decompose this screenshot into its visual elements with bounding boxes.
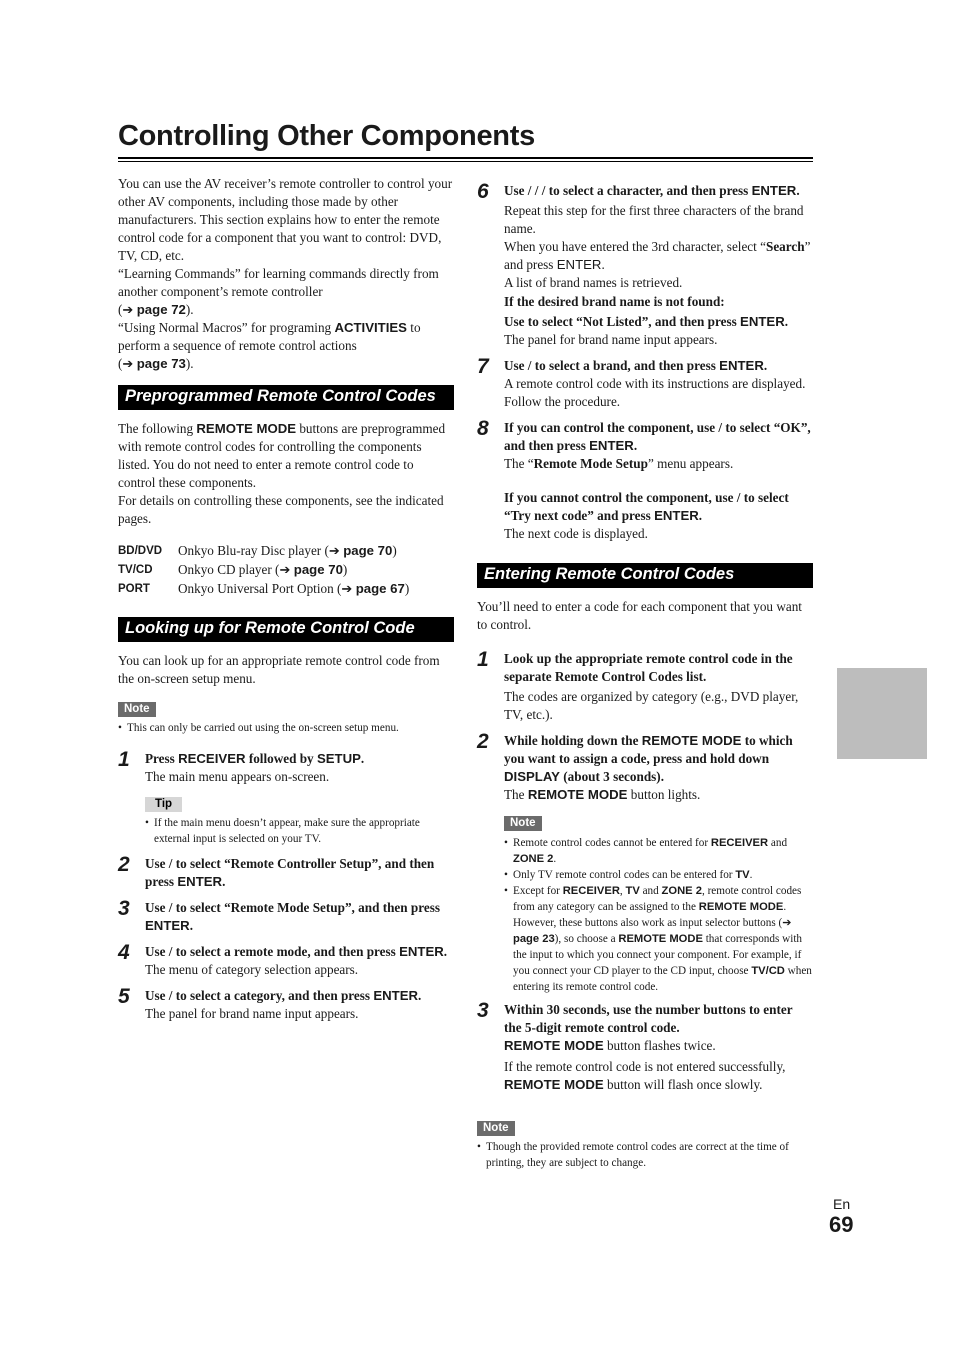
page-number-block xyxy=(829,1196,853,1238)
note-badge: Note xyxy=(504,816,542,831)
title-rule-thick xyxy=(118,157,813,159)
section-tab-marker xyxy=(837,668,927,759)
entering-paragraph: You’ll need to enter a code for each component that you want to control. xyxy=(477,599,802,632)
section-heading-lookup: Looking up for Remote Control Code xyxy=(118,617,454,642)
language-label: En xyxy=(833,1196,851,1212)
tip-badge: Tip xyxy=(145,797,182,812)
step-8: 8 If you can control the component, use / to select “OK”, and then press ENTER. The “Remote Mode Setup” menu appears. If you cannot control the component, use / to select “Try next code” and press ENTER. The next code is displayed. xyxy=(477,417,811,541)
note-item: • Remote control codes cannot be entered for RECEIVER and ZONE 2. xyxy=(504,837,788,865)
step-3: 3 Use / to select “Remote Mode Setup”, and then press ENTER. xyxy=(118,897,440,933)
code-desc: Onkyo CD player (➔ page 70) xyxy=(178,562,348,577)
title-rule-thin xyxy=(118,161,813,162)
step-1: 1 Press RECEIVER followed by SETUP. The main menu appears on-screen. Tip • If the main menu doesn’t appear, make sure the appropriate external input is selected on your TV. xyxy=(118,750,454,847)
tip-item: • If the main menu doesn’t appear, make sure the appropriate external input is selected on your TV. xyxy=(145,817,420,845)
intro-paragraph: You can use the AV receiver’s remote controller to control your other AV components, including those made by other manufacturers. This section explains how to enter the remote control code for a component that you want to control: DVD, TV, CD, etc. xyxy=(118,176,453,263)
note-badge: Note xyxy=(477,1121,515,1136)
page-number: 69 xyxy=(829,1212,854,1237)
page-link[interactable]: page 73 xyxy=(136,356,186,371)
note-item: • Though the provided remote control codes are correct at the time of printing, they are subject to change. xyxy=(477,1141,789,1169)
preprogrammed-paragraph: The following REMOTE MODE buttons are preprogrammed with remote control codes for controlling the components listed. You do not need to enter a remote control code to control these components. xyxy=(118,421,446,490)
step-6: 6 Use / / / to select a character, and then press ENTER. Repeat this step for the first three characters of the brand name. When you have entered the 3rd character, select “Search” and press ENTER. A list of brand names is retrieved. If the desired brand name is not found: Use to select “Not Listed”, and then press ENTER. The panel for brand name input appears. xyxy=(477,180,811,347)
code-desc: Onkyo Blu-ray Disc player (➔ page 70) xyxy=(178,543,397,558)
code-desc: Onkyo Universal Port Option (➔ page 67) xyxy=(178,581,410,596)
code-key: TV/CD xyxy=(118,564,153,576)
normal-macros-ref: “Using Normal Macros” for programing ACTIVITIES to perform a sequence of remote control actions (➔ page 73). xyxy=(118,320,421,371)
note-item: • This can only be carried out using the on-screen setup menu. xyxy=(118,722,399,734)
step-2: 2 Use / to select “Remote Controller Setup”, and then press ENTER. xyxy=(118,853,435,889)
step-7: 7 Use / to select a brand, and then press ENTER. A remote control code with its instructions are displayed. Follow the procedure. xyxy=(477,355,806,409)
details-paragraph: For details on controlling these components, see the indicated pages. xyxy=(118,493,444,526)
page-link[interactable]: page 23 xyxy=(513,933,555,945)
code-key: BD/DVD xyxy=(118,545,163,557)
left-column xyxy=(118,175,454,1023)
note-item: • Only TV remote control codes can be entered for TV. xyxy=(504,869,753,881)
step-4: 4 Use / to select a remote mode, and then press ENTER. The menu of category selection appears. xyxy=(118,941,448,977)
section-heading-preprogrammed: Preprogrammed Remote Control Codes xyxy=(118,385,454,410)
preprogrammed-codes-list xyxy=(118,542,454,598)
learning-commands-ref: “Learning Commands” for learning commands directly from another component’s remote controller (➔ page 72). xyxy=(118,266,439,317)
section-heading-entering: Entering Remote Control Codes xyxy=(477,563,813,588)
note-block xyxy=(118,699,454,736)
final-note-block xyxy=(477,1118,813,1171)
enter-step-1: 1 Look up the appropriate remote control code in the separate Remote Control Codes list. The codes are organized by category (e.g., DVD player, TV, etc.). xyxy=(477,648,799,722)
note-item: • Except for RECEIVER, TV and ZONE 2, remote control codes from any category can be assigned to the REMOTE MODE. However, these buttons also work as input selector buttons (➔ page 23), so choose a REMOTE MODE that corresponds with the input to which you connect your component. For example, if you connect your CD player to the CD input, choose TV/CD when entering its remote control code. xyxy=(504,885,812,993)
right-column xyxy=(477,175,813,1171)
note-badge: Note xyxy=(118,702,156,717)
tip-block xyxy=(145,794,454,847)
page-link[interactable]: page 72 xyxy=(136,302,186,317)
step-number: 1 xyxy=(118,748,130,771)
lookup-paragraph: You can look up for an appropriate remote control code from the on-screen setup menu. xyxy=(118,653,440,686)
page-title: Controlling Other Components xyxy=(118,120,535,152)
code-key: PORT xyxy=(118,583,150,595)
note-block-2 xyxy=(504,813,813,995)
enter-step-3: 3 Within 30 seconds, use the number buttons to enter the 5-digit remote control code. REMOTE MODE button flashes twice. If the remote control code is not entered successfully, REMOTE MODE button will flash once slowly. xyxy=(477,999,793,1092)
step-5: 5 Use / to select a category, and then press ENTER. The panel for brand name input appears. xyxy=(118,985,422,1021)
enter-step-2: 2 While holding down the REMOTE MODE to which you want to assign a code, press and hold down DISPLAY (about 3 seconds). The REMOTE MODE button lights. Note • Remote control codes cannot be entered for RECEIVER and ZONE 2. • Only TV remote control codes can be entered for TV. • Except for RECEIVER, TV and ZONE 2, remote control codes from any category can be assigned to the REMOTE MODE. However, these buttons also work as input selector buttons (➔ page 23), so choose a REMOTE MODE that corresponds with the input to which you connect your component. For example, if you connect your CD player to the CD input, choose TV/CD when entering its remote control code. xyxy=(477,730,812,993)
